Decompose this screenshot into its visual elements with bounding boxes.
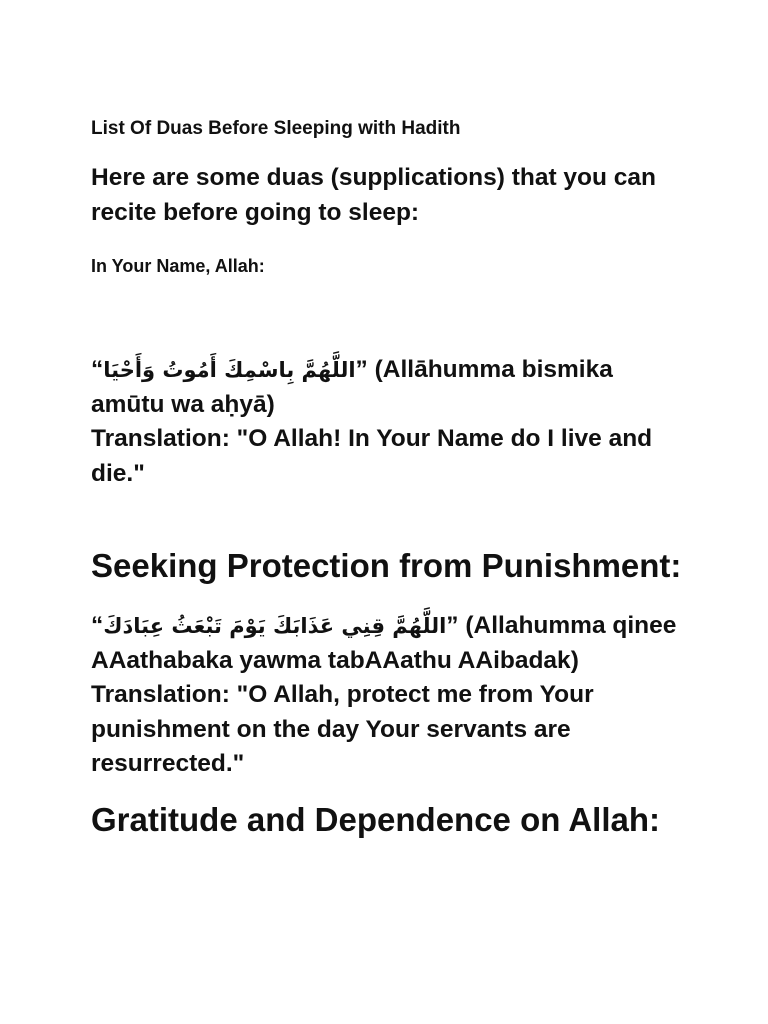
transliteration-text: (Allahumma qinee AAathabaka yawma tabAAathu AAibadak) (91, 612, 677, 674)
arabic-text: اللَّهُمَّ بِاسْمِكَ أَمُوتُ وَأَحْيَا (103, 358, 356, 382)
transliteration-text: (Allāhumma bismika amūtu wa aḥyā) (91, 356, 613, 418)
document-title: List Of Duas Before Sleeping with Hadith (91, 118, 461, 139)
section-heading-protection: Seeking Protection from Punishment: (91, 547, 682, 584)
section-heading-gratitude: Gratitude and Dependence on Allah: (91, 801, 661, 838)
dua-in-your-name (91, 353, 691, 491)
dua-protection (91, 609, 691, 782)
arabic-text: اللَّهُمَّ قِنِي عَذَابَكَ يَوْمَ تَبْعَثُ عِبَادَكَ (103, 614, 447, 638)
quote-close: ” (355, 356, 368, 383)
section-heading-in-your-name: In Your Name, Allah: (91, 256, 265, 276)
translation-text: Translation: "O Allah, protect me from Your punishment on the day Your servants are resurrected." (91, 681, 594, 777)
quote-close: ” (446, 612, 459, 639)
translation-text: Translation: "O Allah! In Your Name do I live and die." (91, 425, 653, 487)
quote-open: “ (91, 612, 104, 639)
quote-open: “ (91, 356, 104, 383)
intro-paragraph: Here are some duas (supplications) that you can recite before going to sleep: (91, 164, 657, 226)
